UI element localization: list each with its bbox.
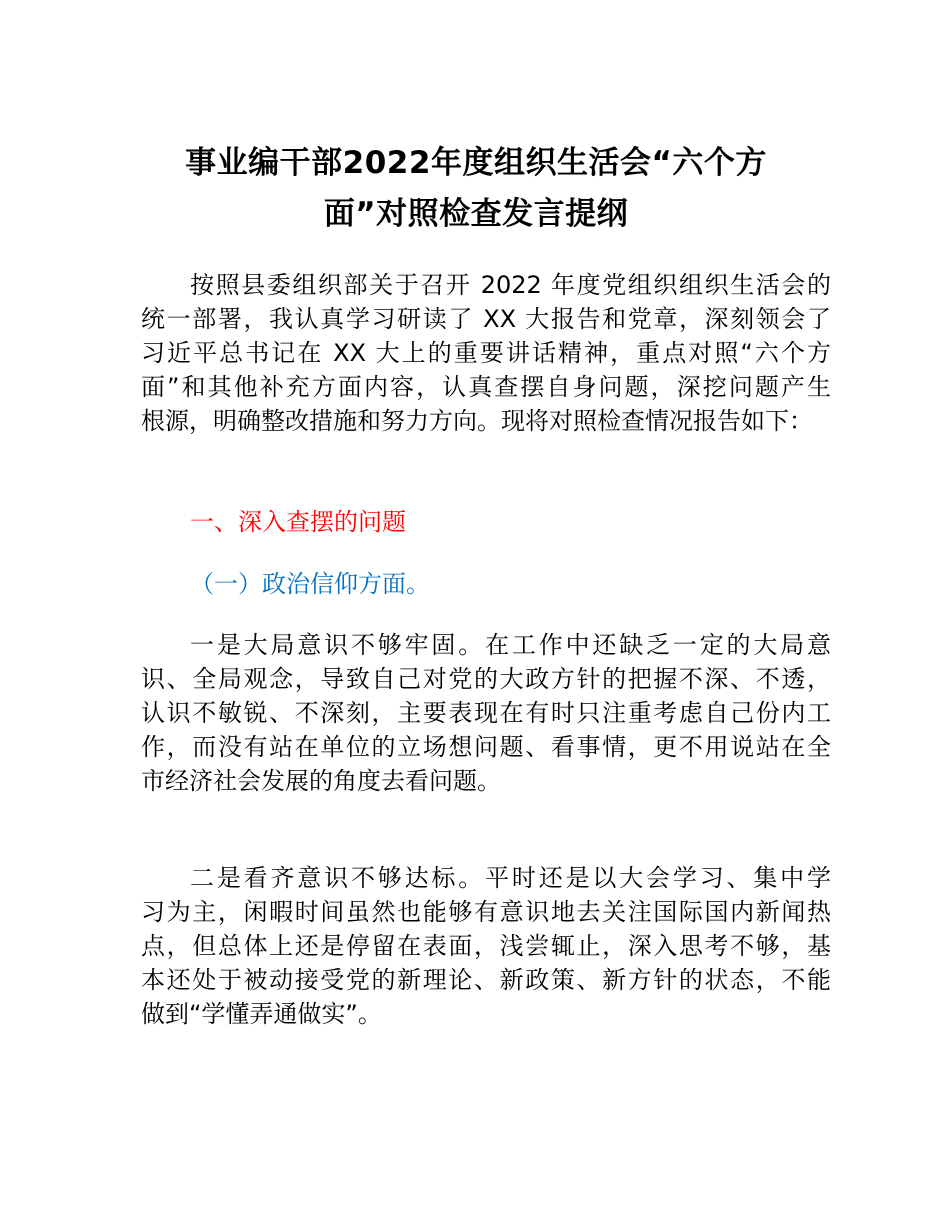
- paragraph-line: 二是看齐意识不够达标。平时还是以大会学习、集中学: [190, 864, 831, 892]
- paragraph-line: 做到“学懂弄通做实”。: [141, 1000, 382, 1028]
- intro-paragraph: [141, 268, 831, 438]
- point-1-paragraph: [141, 628, 831, 798]
- paragraph-line: 统一部署，我认真学习研读了 XX 大报告和党章，深刻领会了: [141, 305, 831, 333]
- document-title: [120, 138, 832, 240]
- paragraph-line: 一是大局意识不够牢固。在工作中还缺乏一定的大局意: [190, 631, 831, 659]
- paragraph-line: 习为主，闲暇时间虽然也能够有意识地去关注国际国内新闻热: [141, 898, 831, 926]
- paragraph-line: 面”和其他补充方面内容，认真查摆自身问题，深挖问题产生: [141, 373, 831, 401]
- paragraph-line: 习近平总书记在 XX 大上的重要讲话精神，重点对照“六个方: [141, 339, 831, 367]
- subsection-heading: （一）政治信仰方面。: [190, 570, 430, 598]
- title-line-2: 面”对照检查发言提纲: [323, 196, 629, 232]
- paragraph-line: 认识不敏锐、不深刻，主要表现在有时只注重考虑自己份内工: [141, 699, 831, 727]
- section-heading: 一、深入查摆的问题: [190, 508, 406, 536]
- paragraph-line: 点，但总体上还是停留在表面，浅尝辄止，深入思考不够，基: [141, 932, 831, 960]
- point-2-paragraph: [141, 861, 831, 1031]
- paragraph-line: 市经济社会发展的角度去看问题。: [141, 767, 501, 795]
- paragraph-line: 按照县委组织部关于召开 2022 年度党组织组织生活会的: [190, 271, 831, 299]
- paragraph-line: 根源，明确整改措施和努力方向。现将对照检查情况报告如下：: [141, 407, 813, 435]
- paragraph-line: 本还处于被动接受党的新理论、新政策、新方针的状态，不能: [141, 966, 831, 994]
- paragraph-line: 识、全局观念，导致自己对党的大政方针的把握不深、不透，: [141, 665, 831, 693]
- title-line-1: 事业编干部2022年度组织生活会“六个方: [185, 145, 767, 181]
- paragraph-line: 作，而没有站在单位的立场想问题、看事情，更不用说站在全: [141, 733, 831, 761]
